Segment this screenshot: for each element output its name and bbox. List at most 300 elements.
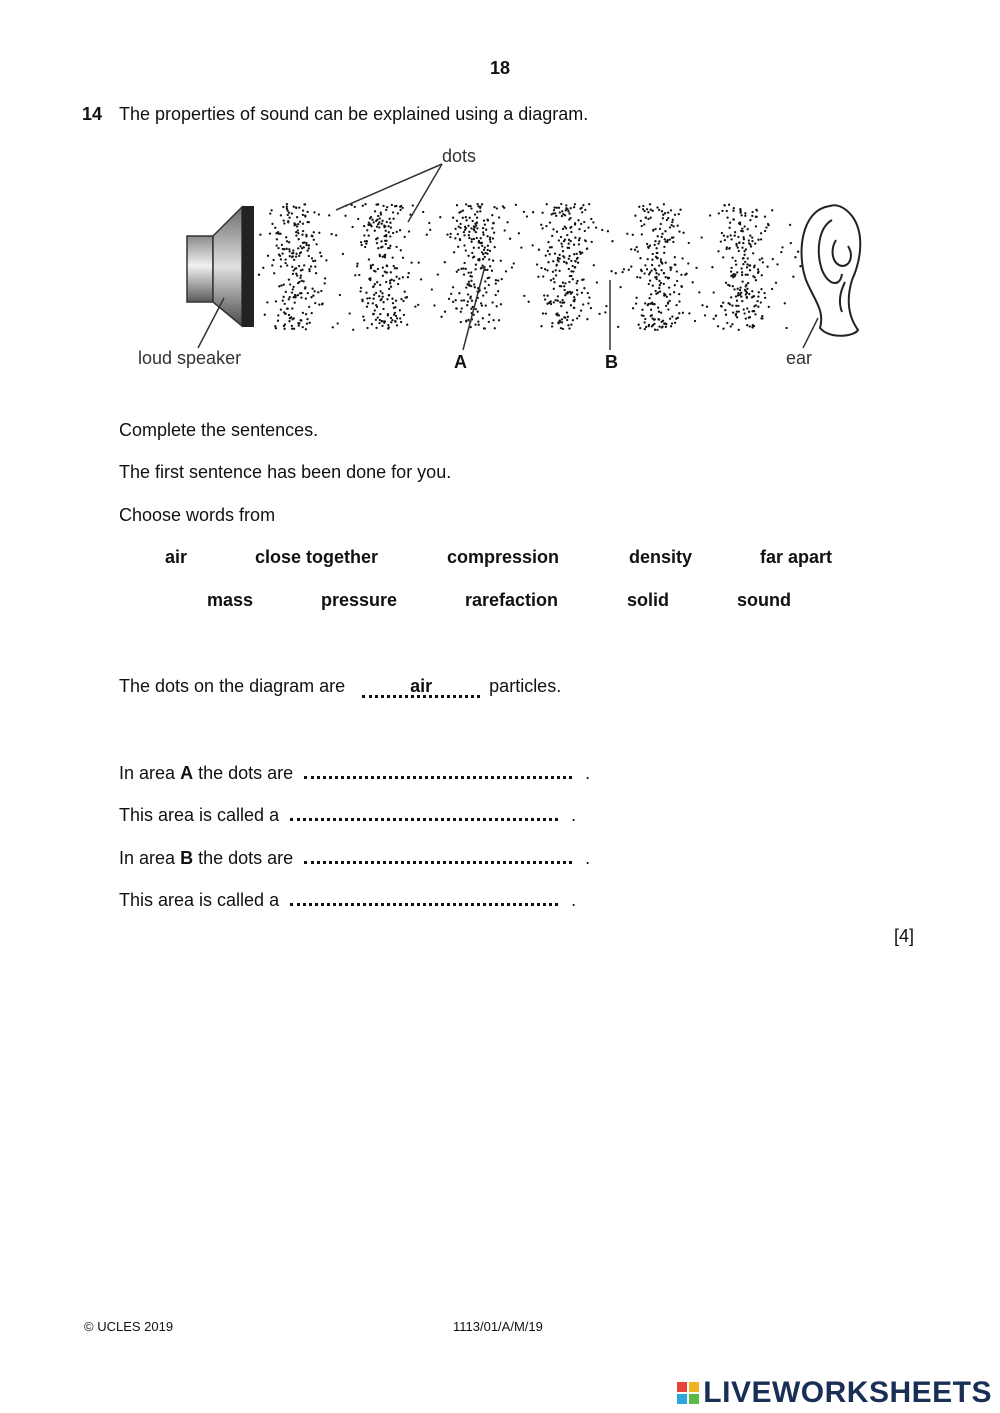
particle-dot (305, 244, 307, 246)
particle-dot (388, 294, 390, 296)
particle-dot (569, 217, 571, 219)
particle-dot (726, 236, 728, 238)
particle-dot (667, 302, 669, 304)
particle-dot (565, 292, 567, 294)
sentence-period: . (571, 805, 577, 825)
particle-dot (682, 312, 684, 314)
particle-dot (396, 317, 398, 319)
particle-dot (601, 229, 603, 231)
particle-dot (685, 273, 687, 275)
answer-blank-area-b-name[interactable] (290, 899, 558, 906)
particle-dot (746, 266, 748, 268)
particle-dot (776, 263, 778, 265)
particle-dot (676, 270, 678, 272)
particle-dot (647, 218, 649, 220)
particle-dot (759, 259, 761, 261)
particle-dot (314, 265, 316, 267)
particle-dot (760, 301, 762, 303)
particle-dot (761, 274, 763, 276)
particle-dot (567, 210, 569, 212)
particle-dot (476, 227, 478, 229)
particle-dot (377, 203, 379, 205)
particle-dot (698, 291, 700, 293)
particle-dot (523, 295, 525, 297)
particle-dot (528, 301, 530, 303)
particle-dot (746, 324, 748, 326)
particle-dot (313, 231, 315, 233)
particle-dot (470, 280, 472, 282)
particle-dot (658, 311, 660, 313)
particle-dot (473, 228, 475, 230)
particle-dot (354, 206, 356, 208)
particle-dot (573, 206, 575, 208)
particle-dot (305, 297, 307, 299)
particle-dot (374, 210, 376, 212)
particle-dot (335, 234, 337, 236)
particle-dot (376, 218, 378, 220)
particle-dot (740, 267, 742, 269)
particle-dot (573, 307, 575, 309)
particle-dot (662, 320, 664, 322)
particle-dot (378, 322, 380, 324)
word-far-apart: far apart (760, 547, 833, 567)
particle-dot (308, 268, 310, 270)
particle-dot (364, 203, 366, 205)
particle-dot (380, 298, 382, 300)
particle-dot (725, 248, 727, 250)
particle-dot (481, 245, 483, 247)
particle-dot (742, 236, 744, 238)
particle-dot (386, 271, 388, 273)
label-a: A (454, 352, 467, 372)
particle-dot (272, 259, 274, 261)
particle-dot (488, 276, 490, 278)
word-mass: mass (207, 590, 254, 610)
particle-dot (378, 226, 380, 228)
particle-dot (356, 265, 358, 267)
particle-dot (621, 271, 623, 273)
particle-dot (669, 318, 671, 320)
particle-dot (670, 209, 672, 211)
particle-dot (298, 255, 300, 257)
particle-dot (561, 318, 563, 320)
particle-dot (651, 264, 653, 266)
particle-dot (388, 326, 390, 328)
particle-dot (734, 235, 736, 237)
particle-dot (509, 238, 511, 240)
particle-dot (281, 252, 283, 254)
particle-dot (672, 219, 674, 221)
particle-dot (605, 305, 607, 307)
particle-dot (729, 222, 731, 224)
particle-dot (577, 262, 579, 264)
particle-dot (663, 252, 665, 254)
particle-dot (463, 231, 465, 233)
particle-dot (740, 292, 742, 294)
particle-dot (270, 209, 272, 211)
particle-dot (473, 283, 475, 285)
particle-dot (317, 291, 319, 293)
particle-dot (638, 324, 640, 326)
answer-blank-area-b-dots[interactable] (304, 857, 572, 864)
particle-dot (291, 307, 293, 309)
particle-dot (743, 312, 745, 314)
particle-dot (666, 219, 668, 221)
particle-dot (641, 233, 643, 235)
sentence-area-b-name (119, 890, 576, 911)
particle-dot (288, 298, 290, 300)
particle-dot (649, 217, 651, 219)
particle-dot (381, 246, 383, 248)
particle-dot (394, 306, 396, 308)
particle-dot (532, 211, 534, 213)
particle-dot (448, 298, 450, 300)
particle-dot (461, 307, 463, 309)
particle-dot (292, 288, 294, 290)
particle-dot (482, 253, 484, 255)
particle-dot (453, 251, 455, 253)
particle-dot (365, 242, 367, 244)
particle-dot (574, 266, 576, 268)
particle-dot (679, 209, 681, 211)
particle-dot (486, 269, 488, 271)
particle-dot (736, 300, 738, 302)
particle-dot (393, 265, 395, 267)
particle-dot (646, 208, 648, 210)
particle-dot (369, 279, 371, 281)
particle-dot (556, 231, 558, 233)
particle-dot (660, 312, 662, 314)
particle-dot (736, 244, 738, 246)
particle-dot (735, 295, 737, 297)
particle-dot (394, 312, 396, 314)
particle-dot (560, 327, 562, 329)
particle-dot (630, 248, 632, 250)
particle-dot (755, 304, 757, 306)
particle-dot (470, 207, 472, 209)
particle-dot (659, 290, 661, 292)
label-ear: ear (786, 348, 813, 368)
particle-dot (643, 272, 645, 274)
word-compression: compression (447, 547, 560, 567)
particle-dot (547, 295, 549, 297)
particle-dot (665, 326, 667, 328)
particle-dot (688, 312, 690, 314)
particle-dot (303, 203, 305, 205)
particle-dot (482, 258, 484, 260)
particle-dot (756, 209, 758, 211)
particle-dot (580, 223, 582, 225)
particle-dot (460, 311, 462, 313)
particle-dot (581, 292, 583, 294)
particle-dot (678, 300, 680, 302)
particle-dot (273, 272, 275, 274)
particle-dot (760, 238, 762, 240)
particle-dot (468, 237, 470, 239)
particle-dot (282, 296, 284, 298)
particle-dot (725, 314, 727, 316)
particle-dot (742, 263, 744, 265)
particle-dot (258, 274, 260, 276)
particle-dot (444, 261, 446, 263)
particle-dot (567, 316, 569, 318)
particle-dot (671, 221, 673, 223)
particle-dot (552, 278, 554, 280)
particle-dot (523, 211, 525, 213)
particle-dot (360, 287, 362, 289)
particle-dot (488, 314, 490, 316)
particle-dot (545, 312, 547, 314)
particle-dot (311, 257, 313, 259)
particle-dot (749, 234, 751, 236)
particle-dot (285, 236, 287, 238)
particle-dot (658, 273, 660, 275)
particle-dot (647, 258, 649, 260)
particle-dot (569, 227, 571, 229)
particle-dot (726, 210, 728, 212)
particle-dot (578, 315, 580, 317)
particle-dot (661, 326, 663, 328)
particle-dot (580, 309, 582, 311)
particle-dot (556, 264, 558, 266)
particle-dot (342, 253, 344, 255)
particle-dot (565, 207, 567, 209)
particle-dot (454, 237, 456, 239)
particle-dot (397, 212, 399, 214)
particle-dot (661, 210, 663, 212)
particle-dot (553, 281, 555, 283)
particle-dot (500, 303, 502, 305)
particle-dot (757, 306, 759, 308)
particle-dot (282, 299, 284, 301)
particle-dot (484, 256, 486, 258)
particle-dot (645, 326, 647, 328)
particle-dot (324, 277, 326, 279)
particle-dot (450, 233, 452, 235)
particle-dot (574, 222, 576, 224)
liveworksheets-logo-icon (677, 1382, 699, 1404)
particle-dot (283, 328, 285, 330)
particle-dot (312, 295, 314, 297)
particle-dot (460, 321, 462, 323)
particle-dot (718, 212, 720, 214)
particle-dot (681, 257, 683, 259)
particle-dot (555, 299, 557, 301)
particle-dot (356, 263, 358, 265)
particle-dot (437, 273, 439, 275)
particle-dot (678, 312, 680, 314)
particle-dot (495, 282, 497, 284)
particle-dot (295, 295, 297, 297)
particle-dot (288, 314, 290, 316)
particle-dot (465, 219, 467, 221)
particle-dot (269, 212, 271, 214)
answer-blank-area-a-dots[interactable] (304, 772, 572, 779)
particle-dot (276, 238, 278, 240)
particle-dot (515, 204, 517, 206)
particle-dot (662, 214, 664, 216)
particle-dot (475, 231, 477, 233)
particle-dot (749, 269, 751, 271)
particle-dot (376, 306, 378, 308)
particle-dot (395, 276, 397, 278)
particle-dot (568, 268, 570, 270)
particle-dot (576, 317, 578, 319)
particle-dot (728, 247, 730, 249)
particle-dot (308, 270, 310, 272)
particle-dot (661, 262, 663, 264)
particle-dot (646, 268, 648, 270)
particle-dot (681, 286, 683, 288)
particle-dot (632, 307, 634, 309)
particle-dot (549, 253, 551, 255)
particle-dot (653, 319, 655, 321)
particle-dot (578, 228, 580, 230)
particle-dot (745, 284, 747, 286)
particle-dot (470, 271, 472, 273)
particle-dot (280, 284, 282, 286)
particle-dot (542, 275, 544, 277)
particle-dot (462, 209, 464, 211)
particle-dot (513, 262, 515, 264)
particle-dot (660, 269, 662, 271)
particle-dot (324, 282, 326, 284)
particle-dot (471, 238, 473, 240)
particle-dot (568, 212, 570, 214)
example-after: particles. (489, 676, 562, 696)
particle-dot (284, 323, 286, 325)
particle-dot (293, 328, 295, 330)
particle-dot (295, 255, 297, 257)
particle-dot (362, 205, 364, 207)
particle-dot (485, 291, 487, 293)
particle-dot (501, 278, 503, 280)
particle-dot (305, 235, 307, 237)
particle-dot (283, 248, 285, 250)
particle-dot (560, 203, 562, 205)
particle-dot (724, 239, 726, 241)
particle-dot (470, 308, 472, 310)
particle-dot (550, 300, 552, 302)
particle-dot (376, 225, 378, 227)
particle-dot (654, 268, 656, 270)
particle-dot (558, 207, 560, 209)
particle-dot (695, 267, 697, 269)
particle-dot (742, 257, 744, 259)
particle-dot (408, 272, 410, 274)
particle-dot (382, 266, 384, 268)
particle-dot (492, 237, 494, 239)
answer-blank-area-a-name[interactable] (290, 814, 558, 821)
particle-dot (439, 216, 441, 218)
particle-dot (280, 265, 282, 267)
particle-dot (576, 293, 578, 295)
particle-dot (482, 294, 484, 296)
particle-dot (389, 235, 391, 237)
particle-dot (389, 245, 391, 247)
particle-dot (390, 321, 392, 323)
particle-dot (465, 286, 467, 288)
particle-dot (349, 312, 351, 314)
particle-dot (570, 275, 572, 277)
particle-dot (429, 229, 431, 231)
particle-dot (761, 317, 763, 319)
particle-dot (666, 296, 668, 298)
particle-dot (402, 257, 404, 259)
particle-dot (306, 318, 308, 320)
particle-dot (389, 280, 391, 282)
particle-dot (652, 253, 654, 255)
particle-dot (384, 320, 386, 322)
particle-dot (377, 215, 379, 217)
particle-dot (644, 318, 646, 320)
particle-dot (275, 327, 277, 329)
particle-dot (378, 295, 380, 297)
particle-dot (554, 252, 556, 254)
instruction-2: The first sentence has been done for you. (119, 462, 452, 482)
particle-dot (566, 311, 568, 313)
particle-dot (370, 266, 372, 268)
particle-dot (763, 292, 765, 294)
particle-dot (692, 281, 694, 283)
particle-dot (467, 255, 469, 257)
particle-dot (503, 207, 505, 209)
particle-dot (478, 240, 480, 242)
particle-dot (737, 236, 739, 238)
particle-dot (739, 289, 741, 291)
particle-dot (761, 257, 763, 259)
particle-dot (643, 223, 645, 225)
particle-dot (752, 296, 754, 298)
particle-dot (456, 220, 458, 222)
particle-dot (544, 268, 546, 270)
particle-dot (311, 312, 313, 314)
particle-dot (475, 224, 477, 226)
particle-dot (372, 264, 374, 266)
particle-dot (737, 246, 739, 248)
particle-dot (753, 265, 755, 267)
particle-dot (751, 240, 753, 242)
particle-dot (561, 321, 563, 323)
particle-dot (497, 279, 499, 281)
particle-dot (747, 274, 749, 276)
particle-dot (371, 219, 373, 221)
particle-dot (291, 328, 293, 330)
particle-dot (656, 206, 658, 208)
particle-dot (266, 301, 268, 303)
particle-dot (465, 227, 467, 229)
particle-dot (655, 276, 657, 278)
particle-dot (467, 319, 469, 321)
particle-dot (463, 244, 465, 246)
particle-dot (734, 273, 736, 275)
particle-dot (734, 231, 736, 233)
particle-dot (559, 301, 561, 303)
particle-dot (478, 324, 480, 326)
particle-dot (473, 238, 475, 240)
particle-dot (288, 278, 290, 280)
particle-dot (753, 310, 755, 312)
particle-dot (559, 258, 561, 260)
footer-paper-code: 1113/01/A/M/19 (453, 1319, 543, 1334)
particle-dot (305, 313, 307, 315)
particle-dot (344, 215, 346, 217)
particle-dot (289, 296, 291, 298)
sentence-text: In area (119, 848, 176, 868)
particle-dot (743, 250, 745, 252)
particle-dot (573, 244, 575, 246)
sentence-area-a-name (119, 805, 576, 826)
